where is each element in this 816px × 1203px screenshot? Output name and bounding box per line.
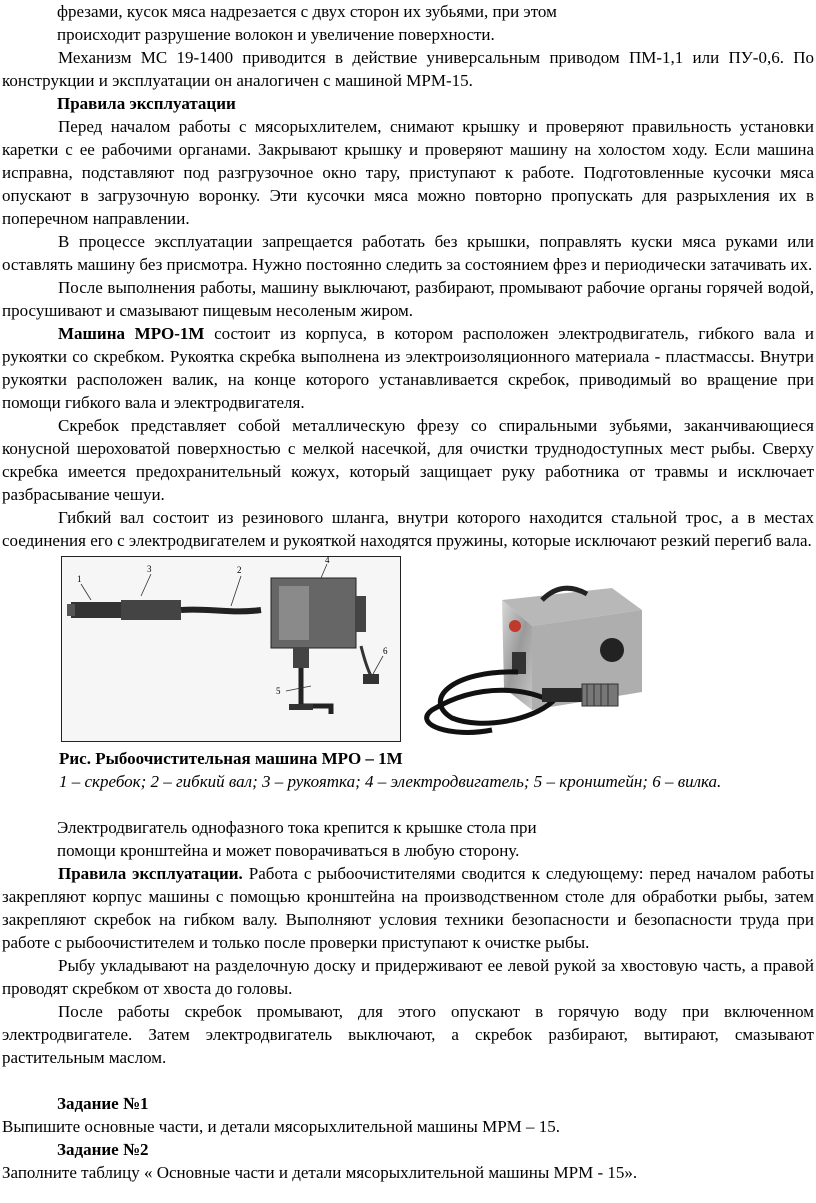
rules-2-paragraph-1: Правила эксплуатации. Работа с рыбоочистителями сводится к следующему: перед началом работы закрепляют корпус машины с помощью кронштейна на производственном столе для обработки рыбы, затем закрепляют скребок на гибком валу. Выполняют условия техники безопасности и безопасности труда при работе с рыбоочистителем и только после проверки приступают к очистке рыбы. (2, 864, 814, 952)
task-1-heading: Задание №1 (57, 1094, 149, 1113)
task-2-text: Заполните таблицу « Основные части и детали мясорыхлительной машины МРМ - 15». (2, 1163, 638, 1182)
machine-schematic-drawing (61, 556, 401, 742)
mro-machine-name: Машина МРО-1М (58, 324, 205, 343)
label-3: 3 (147, 564, 152, 574)
intro-line-1: фрезами, кусок мяса надрезается с двух сторон их зубьями, при этом (57, 2, 557, 21)
motor-line-1: Электродвигатель однофазного тока крепится к крышке стола при (57, 818, 537, 837)
rules-paragraph-2: В процессе эксплуатации запрещается работать без крышки, поправлять куски мяса руками или оставлять машину без присмотра. Нужно постоянно следить за состоянием фрез и периодически затачивать их. (2, 232, 814, 274)
mro-paragraph-2: Скребок представляет собой металлическую фрезу со спиральными зубьями, заканчивающиеся конусной шероховатой поверхностью с мелкой насечкой, для очистки труднодоступных мест рыбы. Сверху скребка имеется предохранительный кожух, который защищает руку работника от травмы и исключает разбрасывание чешуи. (2, 416, 814, 504)
rules-paragraph-3: После выполнения работы, машину выключают, разбирают, промывают рабочие органы горячей водой, просушивают и смазывают пищевым несоленым жиром. (2, 278, 814, 320)
mro-paragraph-1: Машина МРО-1М состоит из корпуса, в котором расположен электродвигатель, гибкого вала и рукоятки со скребком. Рукоятка скребка выполнена из электроизоляционного материала - пластмассы. Внутри рукоятки расположен валик, на конце которого устанавливается скребок, приводимый во вращение при помощи гибкого вала и электродвигателя. (2, 324, 814, 412)
label-5: 5 (276, 686, 281, 696)
rules-2-paragraph-3: После работы скребок промывают, для этого опускают в горячую воду при включенном электродвигателе. Затем электродвигатель выключают, а скребок разбирают, вытирают, смазывают растительным маслом. (2, 1002, 814, 1067)
label-4: 4 (325, 556, 330, 565)
machine-photo (412, 580, 812, 744)
label-6: 6 (383, 646, 388, 656)
intro-line-2: происходит разрушение волокон и увеличение поверхности. (57, 25, 495, 44)
rules-heading-1: Правила эксплуатации (57, 94, 236, 113)
task-2-heading: Задание №2 (57, 1140, 149, 1159)
figure-caption-title: Рис. Рыбоочистительная машина МРО – 1М (59, 749, 403, 768)
task-1-text: Выпишите основные части, и детали мясорыхлительной машины МРМ – 15. (2, 1117, 561, 1136)
rules-heading-2: Правила эксплуатации. (58, 864, 243, 883)
mechanism-paragraph: Механизм МС 19-1400 приводится в действие универсальным приводом ПМ-1,1 или ПУ-0,6. По конструкции и эксплуатации он аналогичен с машиной МРМ-15. (2, 48, 814, 90)
rules-paragraph-1: Перед началом работы с мясорыхлителем, снимают крышку и проверяют правильность установки каретки с ее рабочими органами. Закрывают крышку и проверяют машину на холостом ходу. Если машина исправна, подставляют под разгрузочное окно тару, приступают к работе. Подготовленные кусочки мяса опускают в загрузочную воронку. Эти кусочки мяса можно повторно пропускать для разрыхления их в поперечном направлении. (2, 117, 814, 228)
figure-block (0, 552, 816, 747)
rules-2-paragraph-2: Рыбу укладывают на разделочную доску и придерживают ее левой рукой за хвостовую часть, а правой проводят скребком от хвоста до головы. (2, 956, 814, 998)
mro-paragraph-3: Гибкий вал состоит из резинового шланга, внутри которого находится стальной трос, а в местах соединения его с электродвигателем и рукояткой находятся пружины, которые исключают резкий перегиб вала. (2, 508, 814, 550)
motor-line-2: помощи кронштейна и может поворачиваться в любую сторону. (57, 841, 520, 860)
label-1: 1 (77, 574, 82, 584)
figure-caption-legend: 1 – скребок; 2 – гибкий вал; 3 – рукоятка; 4 – электродвигатель; 5 – кронштейн; 6 – вилка. (59, 772, 722, 791)
label-2: 2 (237, 565, 242, 575)
